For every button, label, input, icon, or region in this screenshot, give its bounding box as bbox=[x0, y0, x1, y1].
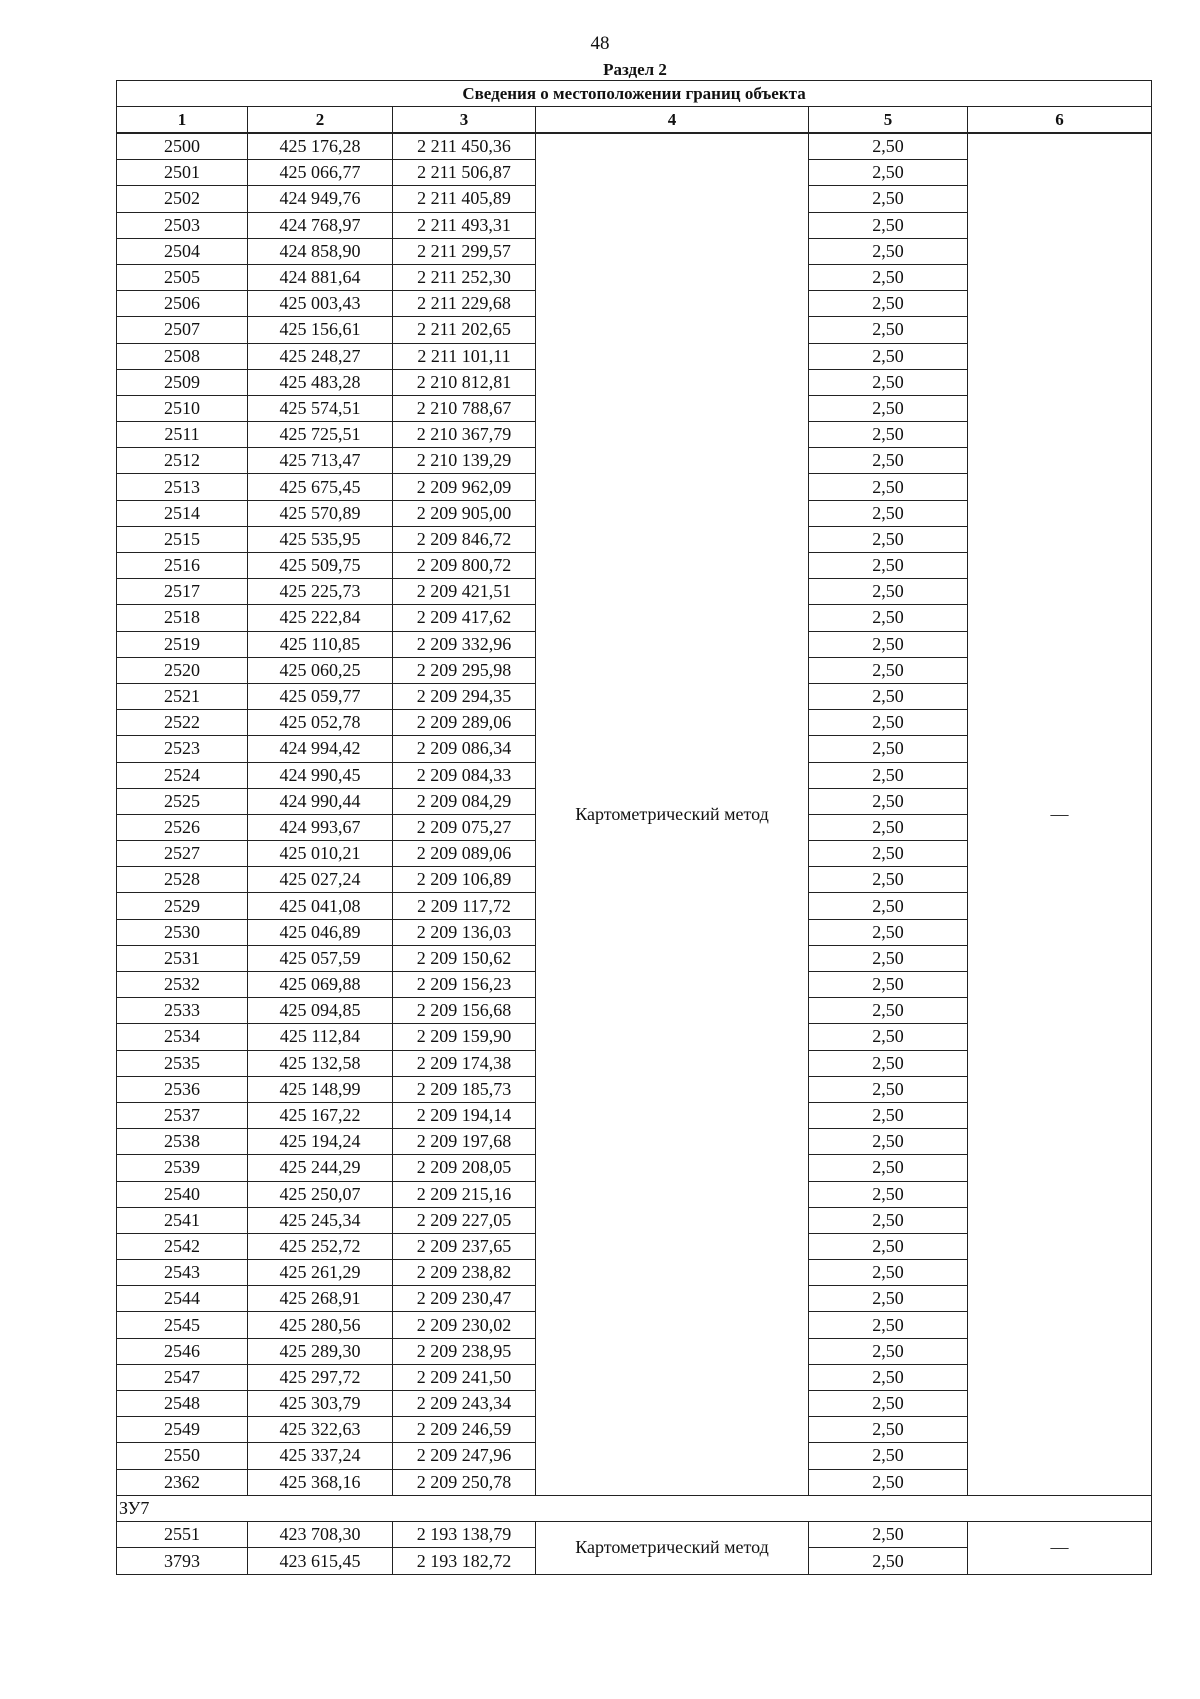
point-number-cell: 2362 bbox=[117, 1469, 248, 1495]
x-coordinate-cell: 424 858,90 bbox=[248, 238, 393, 264]
point-number-cell: 2532 bbox=[117, 972, 248, 998]
accuracy-cell: 2,50 bbox=[809, 1522, 968, 1548]
point-number-cell: 2504 bbox=[117, 238, 248, 264]
point-number-cell: 2519 bbox=[117, 631, 248, 657]
table-row bbox=[117, 1522, 1152, 1548]
x-coordinate-cell: 425 066,77 bbox=[248, 160, 393, 186]
point-number-cell: 2546 bbox=[117, 1338, 248, 1364]
point-number-cell: 2513 bbox=[117, 474, 248, 500]
accuracy-cell: 2,50 bbox=[809, 1364, 968, 1390]
table-row bbox=[117, 133, 1152, 160]
accuracy-cell: 2,50 bbox=[809, 1286, 968, 1312]
accuracy-cell: 2,50 bbox=[809, 605, 968, 631]
x-coordinate-cell: 425 483,28 bbox=[248, 369, 393, 395]
y-coordinate-cell: 2 209 084,33 bbox=[393, 762, 536, 788]
accuracy-cell: 2,50 bbox=[809, 657, 968, 683]
x-coordinate-cell: 425 222,84 bbox=[248, 605, 393, 631]
y-coordinate-cell: 2 211 506,87 bbox=[393, 160, 536, 186]
y-coordinate-cell: 2 211 493,31 bbox=[393, 212, 536, 238]
x-coordinate-cell: 424 993,67 bbox=[248, 814, 393, 840]
y-coordinate-cell: 2 209 150,62 bbox=[393, 945, 536, 971]
x-coordinate-cell: 425 060,25 bbox=[248, 657, 393, 683]
point-number-cell: 2531 bbox=[117, 945, 248, 971]
column-header-row bbox=[117, 107, 1152, 134]
x-coordinate-cell: 424 990,44 bbox=[248, 788, 393, 814]
accuracy-cell: 2,50 bbox=[809, 1233, 968, 1259]
x-coordinate-cell: 425 509,75 bbox=[248, 553, 393, 579]
x-coordinate-cell: 425 303,79 bbox=[248, 1391, 393, 1417]
point-number-cell: 2533 bbox=[117, 998, 248, 1024]
x-coordinate-cell: 425 297,72 bbox=[248, 1364, 393, 1390]
y-coordinate-cell: 2 211 299,57 bbox=[393, 238, 536, 264]
table-title: Сведения о местоположении границ объекта bbox=[117, 81, 1152, 107]
point-number-cell: 2524 bbox=[117, 762, 248, 788]
accuracy-cell: 2,50 bbox=[809, 1391, 968, 1417]
y-coordinate-cell: 2 209 089,06 bbox=[393, 841, 536, 867]
accuracy-cell: 2,50 bbox=[809, 841, 968, 867]
column-header: 3 bbox=[393, 107, 536, 134]
point-number-cell: 2545 bbox=[117, 1312, 248, 1338]
y-coordinate-cell: 2 209 246,59 bbox=[393, 1417, 536, 1443]
y-coordinate-cell: 2 209 332,96 bbox=[393, 631, 536, 657]
table-title-row bbox=[117, 81, 1152, 107]
method-cell: Картометрический метод bbox=[536, 1522, 809, 1574]
zone-row bbox=[117, 1495, 1152, 1522]
point-number-cell: 2507 bbox=[117, 317, 248, 343]
x-coordinate-cell: 425 167,22 bbox=[248, 1102, 393, 1128]
x-coordinate-cell: 425 110,85 bbox=[248, 631, 393, 657]
accuracy-cell: 2,50 bbox=[809, 264, 968, 290]
column-header: 4 bbox=[536, 107, 809, 134]
y-coordinate-cell: 2 209 136,03 bbox=[393, 919, 536, 945]
y-coordinate-cell: 2 193 182,72 bbox=[393, 1548, 536, 1574]
accuracy-cell: 2,50 bbox=[809, 631, 968, 657]
accuracy-cell: 2,50 bbox=[809, 867, 968, 893]
x-coordinate-cell: 425 176,28 bbox=[248, 133, 393, 160]
accuracy-cell: 2,50 bbox=[809, 998, 968, 1024]
accuracy-cell: 2,50 bbox=[809, 1417, 968, 1443]
x-coordinate-cell: 425 280,56 bbox=[248, 1312, 393, 1338]
y-coordinate-cell: 2 209 962,09 bbox=[393, 474, 536, 500]
y-coordinate-cell: 2 209 238,82 bbox=[393, 1260, 536, 1286]
y-coordinate-cell: 2 209 243,34 bbox=[393, 1391, 536, 1417]
point-number-cell: 2551 bbox=[117, 1522, 248, 1548]
accuracy-cell: 2,50 bbox=[809, 369, 968, 395]
x-coordinate-cell: 425 069,88 bbox=[248, 972, 393, 998]
accuracy-cell: 2,50 bbox=[809, 814, 968, 840]
boundary-coordinates-table bbox=[116, 80, 1152, 1575]
point-number-cell: 2512 bbox=[117, 448, 248, 474]
y-coordinate-cell: 2 209 208,05 bbox=[393, 1155, 536, 1181]
point-number-cell: 2550 bbox=[117, 1443, 248, 1469]
accuracy-cell: 2,50 bbox=[809, 1207, 968, 1233]
x-coordinate-cell: 424 994,42 bbox=[248, 736, 393, 762]
point-number-cell: 2536 bbox=[117, 1076, 248, 1102]
x-coordinate-cell: 424 768,97 bbox=[248, 212, 393, 238]
x-coordinate-cell: 425 574,51 bbox=[248, 395, 393, 421]
point-number-cell: 2542 bbox=[117, 1233, 248, 1259]
y-coordinate-cell: 2 209 086,34 bbox=[393, 736, 536, 762]
x-coordinate-cell: 425 252,72 bbox=[248, 1233, 393, 1259]
accuracy-cell: 2,50 bbox=[809, 1548, 968, 1574]
x-coordinate-cell: 425 725,51 bbox=[248, 422, 393, 448]
y-coordinate-cell: 2 210 367,79 bbox=[393, 422, 536, 448]
x-coordinate-cell: 425 046,89 bbox=[248, 919, 393, 945]
accuracy-cell: 2,50 bbox=[809, 762, 968, 788]
y-coordinate-cell: 2 209 156,23 bbox=[393, 972, 536, 998]
accuracy-cell: 2,50 bbox=[809, 893, 968, 919]
y-coordinate-cell: 2 209 230,02 bbox=[393, 1312, 536, 1338]
x-coordinate-cell: 425 194,24 bbox=[248, 1129, 393, 1155]
y-coordinate-cell: 2 209 194,14 bbox=[393, 1102, 536, 1128]
point-number-cell: 2540 bbox=[117, 1181, 248, 1207]
y-coordinate-cell: 2 211 101,11 bbox=[393, 343, 536, 369]
x-coordinate-cell: 425 052,78 bbox=[248, 710, 393, 736]
accuracy-cell: 2,50 bbox=[809, 1338, 968, 1364]
accuracy-cell: 2,50 bbox=[809, 1260, 968, 1286]
point-number-cell: 2543 bbox=[117, 1260, 248, 1286]
x-coordinate-cell: 425 148,99 bbox=[248, 1076, 393, 1102]
point-number-cell: 2539 bbox=[117, 1155, 248, 1181]
y-coordinate-cell: 2 209 295,98 bbox=[393, 657, 536, 683]
y-coordinate-cell: 2 209 905,00 bbox=[393, 500, 536, 526]
x-coordinate-cell: 425 675,45 bbox=[248, 474, 393, 500]
y-coordinate-cell: 2 211 450,36 bbox=[393, 133, 536, 160]
point-number-cell: 2506 bbox=[117, 291, 248, 317]
accuracy-cell: 2,50 bbox=[809, 526, 968, 552]
y-coordinate-cell: 2 209 117,72 bbox=[393, 893, 536, 919]
accuracy-cell: 2,50 bbox=[809, 133, 968, 160]
y-coordinate-cell: 2 209 174,38 bbox=[393, 1050, 536, 1076]
point-number-cell: 2548 bbox=[117, 1391, 248, 1417]
method-cell: Картометрический метод bbox=[536, 133, 809, 1495]
x-coordinate-cell: 425 156,61 bbox=[248, 317, 393, 343]
accuracy-cell: 2,50 bbox=[809, 343, 968, 369]
x-coordinate-cell: 423 615,45 bbox=[248, 1548, 393, 1574]
accuracy-cell: 2,50 bbox=[809, 395, 968, 421]
point-number-cell: 2503 bbox=[117, 212, 248, 238]
y-coordinate-cell: 2 209 247,96 bbox=[393, 1443, 536, 1469]
accuracy-cell: 2,50 bbox=[809, 553, 968, 579]
point-number-cell: 3793 bbox=[117, 1548, 248, 1574]
y-coordinate-cell: 2 209 417,62 bbox=[393, 605, 536, 631]
column-header: 1 bbox=[117, 107, 248, 134]
y-coordinate-cell: 2 211 229,68 bbox=[393, 291, 536, 317]
y-coordinate-cell: 2 209 185,73 bbox=[393, 1076, 536, 1102]
x-coordinate-cell: 425 027,24 bbox=[248, 867, 393, 893]
x-coordinate-cell: 425 322,63 bbox=[248, 1417, 393, 1443]
x-coordinate-cell: 425 010,21 bbox=[248, 841, 393, 867]
x-coordinate-cell: 425 132,58 bbox=[248, 1050, 393, 1076]
y-coordinate-cell: 2 209 800,72 bbox=[393, 553, 536, 579]
point-number-cell: 2511 bbox=[117, 422, 248, 448]
point-number-cell: 2502 bbox=[117, 186, 248, 212]
x-coordinate-cell: 425 261,29 bbox=[248, 1260, 393, 1286]
accuracy-cell: 2,50 bbox=[809, 1155, 968, 1181]
accuracy-cell: 2,50 bbox=[809, 1312, 968, 1338]
point-number-cell: 2547 bbox=[117, 1364, 248, 1390]
point-number-cell: 2522 bbox=[117, 710, 248, 736]
x-coordinate-cell: 425 059,77 bbox=[248, 683, 393, 709]
accuracy-cell: 2,50 bbox=[809, 474, 968, 500]
accuracy-cell: 2,50 bbox=[809, 291, 968, 317]
point-number-cell: 2544 bbox=[117, 1286, 248, 1312]
accuracy-cell: 2,50 bbox=[809, 972, 968, 998]
column-header: 2 bbox=[248, 107, 393, 134]
y-coordinate-cell: 2 211 405,89 bbox=[393, 186, 536, 212]
y-coordinate-cell: 2 209 241,50 bbox=[393, 1364, 536, 1390]
accuracy-cell: 2,50 bbox=[809, 736, 968, 762]
accuracy-cell: 2,50 bbox=[809, 422, 968, 448]
y-coordinate-cell: 2 209 237,65 bbox=[393, 1233, 536, 1259]
y-coordinate-cell: 2 209 156,68 bbox=[393, 998, 536, 1024]
point-number-cell: 2535 bbox=[117, 1050, 248, 1076]
accuracy-cell: 2,50 bbox=[809, 1024, 968, 1050]
point-number-cell: 2505 bbox=[117, 264, 248, 290]
accuracy-cell: 2,50 bbox=[809, 1050, 968, 1076]
y-coordinate-cell: 2 209 294,35 bbox=[393, 683, 536, 709]
x-coordinate-cell: 425 250,07 bbox=[248, 1181, 393, 1207]
point-number-cell: 2518 bbox=[117, 605, 248, 631]
accuracy-cell: 2,50 bbox=[809, 448, 968, 474]
y-coordinate-cell: 2 209 159,90 bbox=[393, 1024, 536, 1050]
x-coordinate-cell: 425 112,84 bbox=[248, 1024, 393, 1050]
x-coordinate-cell: 425 570,89 bbox=[248, 500, 393, 526]
x-coordinate-cell: 424 990,45 bbox=[248, 762, 393, 788]
y-coordinate-cell: 2 209 846,72 bbox=[393, 526, 536, 552]
x-coordinate-cell: 424 881,64 bbox=[248, 264, 393, 290]
point-number-cell: 2525 bbox=[117, 788, 248, 814]
y-coordinate-cell: 2 209 227,05 bbox=[393, 1207, 536, 1233]
x-coordinate-cell: 425 245,34 bbox=[248, 1207, 393, 1233]
x-coordinate-cell: 425 337,24 bbox=[248, 1443, 393, 1469]
y-coordinate-cell: 2 209 421,51 bbox=[393, 579, 536, 605]
accuracy-cell: 2,50 bbox=[809, 919, 968, 945]
description-cell: — bbox=[968, 133, 1152, 1495]
accuracy-cell: 2,50 bbox=[809, 1102, 968, 1128]
point-number-cell: 2500 bbox=[117, 133, 248, 160]
point-number-cell: 2509 bbox=[117, 369, 248, 395]
column-header: 6 bbox=[968, 107, 1152, 134]
y-coordinate-cell: 2 211 252,30 bbox=[393, 264, 536, 290]
point-number-cell: 2515 bbox=[117, 526, 248, 552]
x-coordinate-cell: 425 003,43 bbox=[248, 291, 393, 317]
accuracy-cell: 2,50 bbox=[809, 1443, 968, 1469]
x-coordinate-cell: 425 289,30 bbox=[248, 1338, 393, 1364]
y-coordinate-cell: 2 210 139,29 bbox=[393, 448, 536, 474]
accuracy-cell: 2,50 bbox=[809, 788, 968, 814]
point-number-cell: 2514 bbox=[117, 500, 248, 526]
accuracy-cell: 2,50 bbox=[809, 683, 968, 709]
x-coordinate-cell: 425 713,47 bbox=[248, 448, 393, 474]
y-coordinate-cell: 2 209 230,47 bbox=[393, 1286, 536, 1312]
y-coordinate-cell: 2 209 084,29 bbox=[393, 788, 536, 814]
x-coordinate-cell: 425 041,08 bbox=[248, 893, 393, 919]
accuracy-cell: 2,50 bbox=[809, 579, 968, 605]
point-number-cell: 2520 bbox=[117, 657, 248, 683]
x-coordinate-cell: 424 949,76 bbox=[248, 186, 393, 212]
x-coordinate-cell: 425 535,95 bbox=[248, 526, 393, 552]
y-coordinate-cell: 2 210 812,81 bbox=[393, 369, 536, 395]
point-number-cell: 2534 bbox=[117, 1024, 248, 1050]
y-coordinate-cell: 2 211 202,65 bbox=[393, 317, 536, 343]
point-number-cell: 2549 bbox=[117, 1417, 248, 1443]
y-coordinate-cell: 2 209 238,95 bbox=[393, 1338, 536, 1364]
y-coordinate-cell: 2 209 250,78 bbox=[393, 1469, 536, 1495]
point-number-cell: 2526 bbox=[117, 814, 248, 840]
accuracy-cell: 2,50 bbox=[809, 186, 968, 212]
x-coordinate-cell: 425 268,91 bbox=[248, 1286, 393, 1312]
page-number: 48 bbox=[590, 33, 610, 54]
x-coordinate-cell: 425 248,27 bbox=[248, 343, 393, 369]
accuracy-cell: 2,50 bbox=[809, 160, 968, 186]
x-coordinate-cell: 425 225,73 bbox=[248, 579, 393, 605]
point-number-cell: 2537 bbox=[117, 1102, 248, 1128]
x-coordinate-cell: 423 708,30 bbox=[248, 1522, 393, 1548]
accuracy-cell: 2,50 bbox=[809, 945, 968, 971]
accuracy-cell: 2,50 bbox=[809, 500, 968, 526]
point-number-cell: 2508 bbox=[117, 343, 248, 369]
point-number-cell: 2521 bbox=[117, 683, 248, 709]
zone-label: ЗУ7 bbox=[117, 1495, 1152, 1522]
accuracy-cell: 2,50 bbox=[809, 317, 968, 343]
point-number-cell: 2538 bbox=[117, 1129, 248, 1155]
point-number-cell: 2501 bbox=[117, 160, 248, 186]
accuracy-cell: 2,50 bbox=[809, 238, 968, 264]
point-number-cell: 2541 bbox=[117, 1207, 248, 1233]
y-coordinate-cell: 2 209 075,27 bbox=[393, 814, 536, 840]
point-number-cell: 2527 bbox=[117, 841, 248, 867]
point-number-cell: 2517 bbox=[117, 579, 248, 605]
point-number-cell: 2528 bbox=[117, 867, 248, 893]
accuracy-cell: 2,50 bbox=[809, 1076, 968, 1102]
x-coordinate-cell: 425 368,16 bbox=[248, 1469, 393, 1495]
x-coordinate-cell: 425 057,59 bbox=[248, 945, 393, 971]
y-coordinate-cell: 2 210 788,67 bbox=[393, 395, 536, 421]
point-number-cell: 2516 bbox=[117, 553, 248, 579]
y-coordinate-cell: 2 209 215,16 bbox=[393, 1181, 536, 1207]
accuracy-cell: 2,50 bbox=[809, 1181, 968, 1207]
point-number-cell: 2529 bbox=[117, 893, 248, 919]
point-number-cell: 2523 bbox=[117, 736, 248, 762]
point-number-cell: 2530 bbox=[117, 919, 248, 945]
accuracy-cell: 2,50 bbox=[809, 710, 968, 736]
point-number-cell: 2510 bbox=[117, 395, 248, 421]
y-coordinate-cell: 2 209 289,06 bbox=[393, 710, 536, 736]
x-coordinate-cell: 425 244,29 bbox=[248, 1155, 393, 1181]
y-coordinate-cell: 2 209 197,68 bbox=[393, 1129, 536, 1155]
description-cell: — bbox=[968, 1522, 1152, 1574]
y-coordinate-cell: 2 193 138,79 bbox=[393, 1522, 536, 1548]
accuracy-cell: 2,50 bbox=[809, 1129, 968, 1155]
column-header: 5 bbox=[809, 107, 968, 134]
accuracy-cell: 2,50 bbox=[809, 212, 968, 238]
section-title: Раздел 2 bbox=[603, 60, 667, 79]
accuracy-cell: 2,50 bbox=[809, 1469, 968, 1495]
x-coordinate-cell: 425 094,85 bbox=[248, 998, 393, 1024]
y-coordinate-cell: 2 209 106,89 bbox=[393, 867, 536, 893]
